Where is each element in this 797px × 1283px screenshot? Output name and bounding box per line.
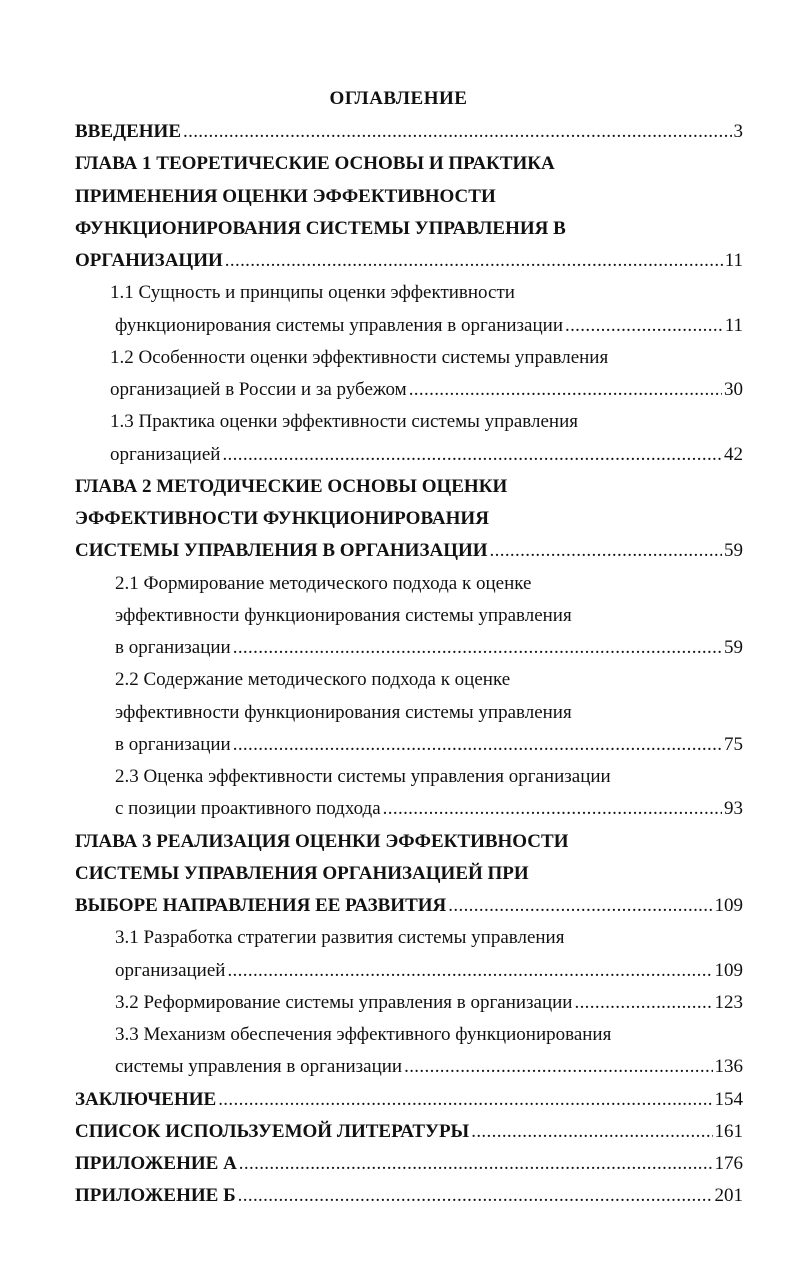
toc-section-line	[110, 440, 743, 470]
toc-page-number: 93	[724, 798, 743, 820]
toc-section-line: 1.3 Практика оценки эффективности системы управления	[110, 411, 578, 433]
toc-section-line	[115, 730, 743, 760]
toc-page-number: 30	[724, 379, 743, 400]
dot-leader	[233, 633, 722, 663]
toc-section-line: эффективности функционирования системы управления	[115, 701, 572, 723]
toc-entry-title: организацией	[115, 959, 226, 981]
dot-leader	[183, 117, 732, 147]
toc-entry-title: СИСТЕМЫ УПРАВЛЕНИЯ В ОРГАНИЗАЦИИ	[75, 540, 488, 562]
toc-section-line: эффективности функционирования системы управления	[115, 604, 572, 626]
dot-leader	[404, 1052, 712, 1082]
toc-page-number: 161	[714, 1120, 743, 1142]
toc-section-line: 1.1 Сущность и принципы оценки эффективности	[110, 282, 515, 304]
toc-page-number: 136	[714, 1056, 743, 1078]
toc-section-line: 2.1 Формирование методического подхода к оценке	[115, 572, 532, 594]
toc-section-line	[115, 956, 743, 986]
toc-section-line	[115, 633, 743, 663]
toc-chapter-line	[75, 246, 743, 276]
toc-page-number: 75	[724, 733, 743, 755]
toc-entry-title: ПРИЛОЖЕНИЕ А	[75, 1153, 237, 1174]
toc-page-number: 154	[714, 1088, 743, 1110]
dot-leader	[222, 440, 722, 470]
dot-leader	[565, 311, 723, 341]
toc-section-line: 3.1 Разработка стратегии развития системы управления	[115, 927, 565, 949]
toc-page-number: 123	[714, 991, 743, 1013]
toc-chapter-line: ГЛАВА 1 ТЕОРЕТИЧЕСКИЕ ОСНОВЫ И ПРАКТИКА	[75, 153, 555, 175]
toc-entry-title: ОРГАНИЗАЦИИ	[75, 250, 223, 271]
dot-leader	[574, 988, 712, 1018]
toc-chapter-line	[75, 891, 743, 921]
toc-entry-title: с позиции проактивного подхода	[115, 798, 381, 820]
toc-section-line	[110, 375, 743, 405]
toc-section-line	[115, 988, 743, 1018]
toc-page-number: 109	[714, 895, 743, 916]
toc-page-number: 59	[724, 637, 743, 658]
toc-page-number: 176	[714, 1153, 743, 1174]
toc-section-line: 2.2 Содержание методического подхода к оценке	[115, 669, 511, 691]
toc-page-number: 11	[724, 250, 743, 271]
toc-chapter-line: СИСТЕМЫ УПРАВЛЕНИЯ ОРГАНИЗАЦИЕЙ ПРИ	[75, 862, 529, 884]
toc-chapter-line: ГЛАВА 2 МЕТОДИЧЕСКИЕ ОСНОВЫ ОЦЕНКИ	[75, 475, 508, 497]
toc-entry-title: ВЫБОРЕ НАПРАВЛЕНИЯ ЕЕ РАЗВИТИЯ	[75, 895, 447, 916]
toc-entry-title: организацией в России и за рубежом	[110, 379, 407, 400]
toc-entry-title: системы управления в организации	[115, 1056, 403, 1078]
dot-leader	[409, 375, 722, 405]
toc-entry-title: ВВЕДЕНИЕ	[75, 121, 181, 142]
toc-title: ОГЛАВЛЕНИЕ	[329, 88, 468, 109]
toc-entry-title: в организации	[115, 733, 231, 755]
toc-page-number: 42	[724, 443, 743, 465]
toc-section-line	[115, 311, 743, 341]
dot-leader	[490, 536, 722, 566]
toc-chapter-line	[75, 117, 743, 147]
toc-entry-title: ПРИЛОЖЕНИЕ Б	[75, 1185, 236, 1207]
toc-chapter-line	[75, 1181, 743, 1211]
toc-entry-title: организацией	[110, 443, 221, 465]
toc-entry-title: СПИСОК ИСПОЛЬЗУЕМОЙ ЛИТЕРАТУРЫ	[75, 1120, 470, 1142]
toc-chapter-line	[75, 1149, 743, 1179]
dot-leader	[383, 794, 722, 824]
toc-section-line: 1.2 Особенности оценки эффективности системы управления	[110, 346, 609, 368]
dot-leader	[239, 1149, 713, 1179]
toc-entry-title: ЗАКЛЮЧЕНИЕ	[75, 1088, 217, 1110]
toc-page-number: 109	[714, 959, 743, 981]
toc-page-number: 201	[714, 1185, 743, 1207]
dot-leader	[448, 891, 712, 921]
toc-section-line: 2.3 Оценка эффективности системы управления организации	[115, 766, 611, 787]
toc-section-line: 3.3 Механизм обеспечения эффективного функционирования	[115, 1024, 612, 1045]
toc-chapter-line	[75, 1117, 743, 1147]
toc-page-number: 3	[733, 121, 743, 142]
dot-leader	[238, 1181, 713, 1211]
toc-entry-title: в организации	[115, 637, 231, 658]
toc-section-line	[115, 794, 743, 824]
toc-page-number: 59	[724, 540, 743, 562]
toc-entry-title: 3.2 Реформирование системы управления в организации	[115, 991, 573, 1013]
toc-chapter-line: ПРИМЕНЕНИЯ ОЦЕНКИ ЭФФЕКТИВНОСТИ	[75, 185, 496, 207]
toc-chapter-line: ЭФФЕКТИВНОСТИ ФУНКЦИОНИРОВАНИЯ	[75, 508, 489, 529]
toc-section-line	[115, 1052, 743, 1082]
dot-leader	[225, 246, 723, 276]
toc-chapter-line	[75, 536, 743, 566]
toc-chapter-line: ГЛАВА 3 РЕАЛИЗАЦИЯ ОЦЕНКИ ЭФФЕКТИВНОСТИ	[75, 830, 569, 852]
toc-chapter-line: ФУНКЦИОНИРОВАНИЯ СИСТЕМЫ УПРАВЛЕНИЯ В	[75, 217, 566, 239]
toc-entry-title: функционирования системы управления в организации	[115, 314, 563, 336]
toc-page-number: 11	[724, 314, 743, 336]
toc-chapter-line	[75, 1085, 743, 1115]
dot-leader	[227, 956, 712, 986]
dot-leader	[218, 1085, 712, 1115]
dot-leader	[233, 730, 722, 760]
dot-leader	[471, 1117, 712, 1147]
